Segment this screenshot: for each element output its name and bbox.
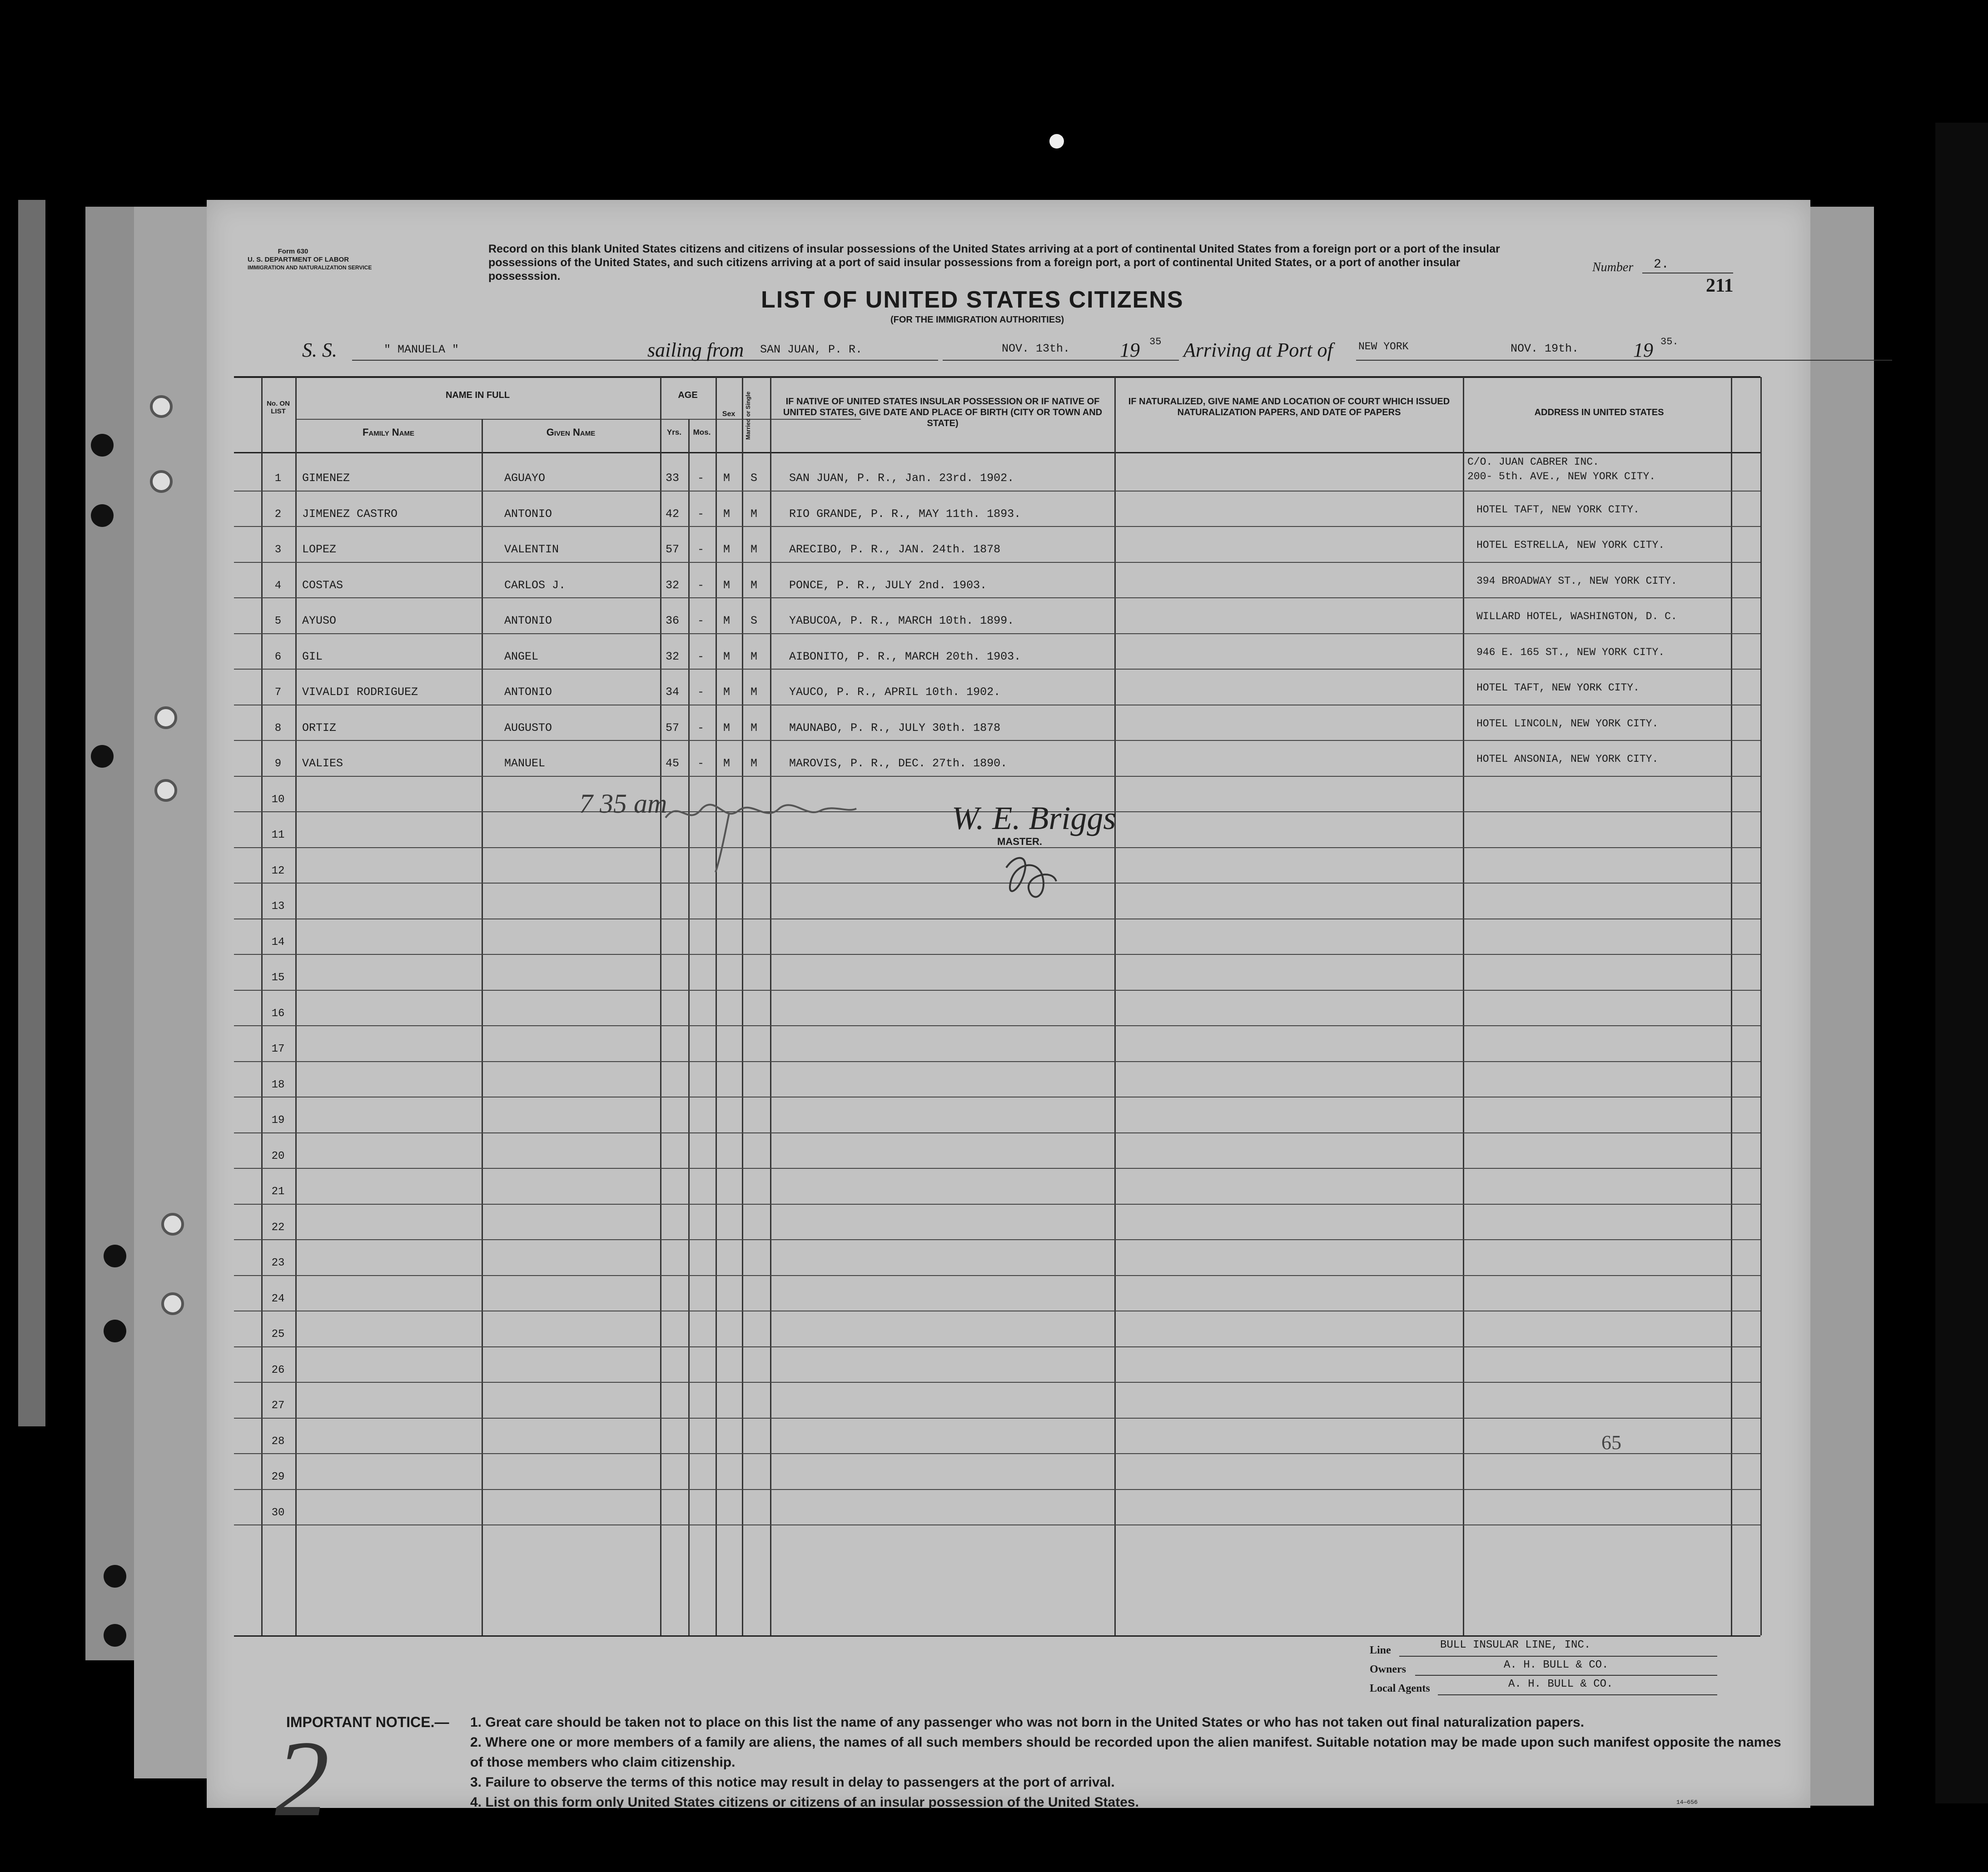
row-number: 26 [271,1364,285,1376]
agents-label: Local Agents [1370,1683,1430,1694]
row-line [234,1418,1760,1419]
sex: M [723,472,731,485]
row-number: 16 [271,1007,285,1020]
birth-place-date: SAN JUAN, P. R., Jan. 23rd. 1902. [789,472,1014,485]
marital-status: M [750,543,758,556]
binder-hole [91,504,114,527]
header-married-single: Married or Single [745,391,751,440]
page-count-note: 65 [1601,1431,1621,1454]
background-strip-left [18,200,45,1426]
us-address: HOTEL TAFT, NEW YORK CITY. [1476,503,1640,516]
binder-hole [150,395,173,418]
age-months: - [697,650,705,663]
family-name: VALIES [302,757,343,770]
given-name: AGUAYO [504,472,546,485]
row-line [234,1453,1760,1454]
departure-date: NOV. 13th. [1002,342,1070,355]
header-no-on-list: No. ON LIST [267,400,290,415]
marital-status: M [750,578,758,592]
us-address: WILLARD HOTEL, WASHINGTON, D. C. [1476,611,1677,622]
given-name: ANTONIO [504,685,552,699]
age-months: - [697,614,705,627]
birth-place-date: YAUCO, P. R., APRIL 10th. 1902. [789,685,1001,699]
row-number: 13 [271,900,285,913]
background-edge-right [1935,123,1988,1803]
row-number: 15 [271,972,285,984]
binder-hole [161,1292,184,1315]
us-address: 946 E. 165 ST., NEW YORK CITY. [1476,646,1665,658]
age-years: 42 [666,507,680,521]
number-label: Number [1592,260,1634,274]
birth-place-date: RIO GRANDE, P. R., MAY 11th. 1893. [789,507,1021,521]
binder-hole [104,1624,126,1647]
given-name: ANTONIO [504,614,552,627]
us-address: 394 BROADWAY ST., NEW YORK CITY. [1476,575,1677,587]
marital-status: S [750,614,758,627]
sex: M [723,543,731,556]
marital-status: M [750,650,758,663]
line-value: BULL INSULAR LINE, INC. [1440,1639,1591,1651]
header-naturalized: IF NATURALIZED, GIVE NAME AND LOCATION OF COURT WHICH ISSUED NATURALIZATION PAPERS, AND DATE OF PAPERS [1128,397,1450,417]
notice-item-2: 2. Where one or more members of a family are aliens, the names of all such members should be recorded upon the alien manifest. Suitable notation may be made upon such manifest opposite the names of those members who claim citizenship. [470,1735,1781,1770]
row-number: 22 [271,1221,285,1234]
row-number: 21 [271,1186,285,1198]
header-sex: Sex [722,410,736,418]
birth-place-date: ARECIBO, P. R., JAN. 24th. 1878 [789,543,1001,556]
row-line [234,990,1760,991]
family-name: GIMENEZ [302,472,350,485]
arriving-label: Arriving at Port of [1183,339,1333,361]
row-line [234,1239,1760,1240]
age-months: - [697,543,705,556]
age-months: - [697,578,705,592]
marital-status: M [750,685,758,699]
age-months: - [697,685,705,699]
family-name: AYUSO [302,614,337,627]
sailing-label: sailing from [647,339,744,361]
master-signature: W. E. Briggs [952,800,1116,836]
header-name-in-full: NAME IN FULL [445,390,510,400]
marital-status: M [750,721,758,735]
age-months: - [697,757,705,770]
row-number: 28 [271,1435,285,1448]
row-number: 24 [271,1292,285,1305]
age-years: 34 [666,685,680,699]
owners-value: A. H. BULL & CO. [1504,1659,1609,1671]
given-name: ANGEL [504,650,539,663]
age-years: 36 [666,614,680,627]
underlying-sheet-edge [134,207,211,1778]
row-number: 2 [274,508,282,521]
row-number: 30 [271,1506,285,1519]
row-number: 23 [271,1257,285,1269]
row-number: 18 [271,1078,285,1091]
form-number: Form 630 [278,248,308,255]
manifest-page [207,200,1810,1839]
row-line [234,597,1760,598]
arrival-year-prefix: 19 [1633,339,1653,361]
age-months: - [697,472,705,485]
row-number: 4 [274,579,282,592]
sex: M [723,614,731,627]
family-name: GIL [302,650,323,663]
row-number: 5 [274,615,282,627]
row-line [234,1275,1760,1276]
row-line [234,1132,1760,1133]
marital-status: M [750,757,758,770]
binder-hole [104,1565,126,1588]
family-name: COSTAS [302,578,343,592]
birth-place-date: YABUCOA, P. R., MARCH 10th. 1899. [789,614,1014,627]
arrival-year: 35. [1660,336,1679,348]
row-number: 25 [271,1328,285,1341]
age-years: 33 [666,472,680,485]
master-label: MASTER. [997,836,1042,847]
binder-hole [150,470,173,493]
row-line [234,1061,1760,1062]
header-age: AGE [678,390,698,400]
binder-hole [91,745,114,768]
notice-item-4: 4. List on this form only United States citizens or citizens of an insular possession of the United States. [470,1795,1139,1810]
binder-hole [154,779,177,802]
age-months: - [697,507,705,521]
given-name: ANTONIO [504,507,552,521]
row-line [234,669,1760,670]
row-line [234,1524,1760,1525]
row-line [234,740,1760,741]
arrival-time-note: 7 35 am [579,789,667,819]
row-line [234,1204,1760,1205]
row-number: 8 [274,722,282,735]
family-name: ORTIZ [302,721,337,735]
row-line [234,954,1760,955]
line-label: Line [1370,1644,1391,1656]
family-name: VIVALDI RODRIGUEZ [302,685,418,699]
binder-hole [104,1245,126,1267]
form-service: IMMIGRATION AND NATURALIZATION SERVICE [248,264,372,271]
sex: M [723,757,731,770]
notice-item-3: 3. Failure to observe the terms of this notice may result in delay to passengers at the port of arrival. [470,1775,1115,1790]
agents-value: A. H. BULL & CO. [1508,1678,1613,1690]
underlying-sheet [85,207,140,1660]
binder-hole [91,434,114,457]
birth-place-date: AIBONITO, P. R., MARCH 20th. 1903. [789,650,1021,663]
us-address: HOTEL TAFT, NEW YORK CITY. [1476,682,1640,694]
header-address: ADDRESS IN UNITED STATES [1534,407,1664,417]
row-number: 20 [271,1150,285,1162]
sheet-number: 211 [1706,275,1734,296]
row-number: 29 [271,1471,285,1483]
row-line [234,526,1760,527]
page-subtitle: (FOR THE IMMIGRATION AUTHORITIES) [890,315,1064,325]
row-number: 1 [274,472,282,485]
birth-place-date: MAUNABO, P. R., JULY 30th. 1878 [789,721,1001,735]
binder-hole [161,1213,184,1236]
row-number: 27 [271,1400,285,1412]
page-title: LIST OF UNITED STATES CITIZENS [761,287,1184,313]
us-address: HOTEL ESTRELLA, NEW YORK CITY. [1476,539,1665,551]
us-address: HOTEL ANSONIA, NEW YORK CITY. [1476,753,1659,765]
row-line [234,1025,1760,1026]
arrival-date: NOV. 19th. [1511,342,1579,355]
marital-status: S [750,472,758,485]
row-number: 7 [274,686,282,699]
inspector-scrawl [661,790,865,877]
arrival-port: NEW YORK [1358,341,1409,353]
row-line [234,1489,1760,1490]
departure-port: SAN JUAN, P. R. [760,343,863,356]
sex: M [723,507,731,521]
number-value: 2. [1654,258,1669,272]
given-name: VALENTIN [504,543,559,556]
sex: M [723,685,731,699]
age-years: 32 [666,650,680,663]
ss-label: S. S. [302,339,337,361]
us-address: C/O. JUAN CABRER INC. [1467,456,1599,468]
header-mos: Mos. [693,428,711,437]
header-family-name: Family Name [362,427,415,438]
age-years: 32 [666,578,680,592]
row-line [234,1382,1760,1383]
header-yrs: Yrs. [666,428,682,437]
row-line [234,776,1760,777]
departure-year-prefix: 19 [1120,339,1140,361]
handwritten-mark: 2 [275,1718,329,1839]
notice-item-1: 1. Great care should be taken not to place on this list the name of any passenger who was not born in the United States or who has not taken out final naturalization papers. [470,1715,1585,1730]
us-address: HOTEL LINCOLN, NEW YORK CITY. [1476,717,1659,730]
row-line [234,633,1760,634]
binder-hole [104,1320,126,1342]
row-number: 12 [271,864,285,877]
departure-year: 35 [1149,336,1162,348]
print-code: 14—656 [1676,1799,1698,1806]
form-department: U. S. DEPARTMENT OF LABOR [248,256,349,263]
header-birth: IF NATIVE OF UNITED STATES INSULAR POSSESSION OR IF NATIVE OF UNITED STATES, GIVE DATE AND PLACE OF BIRTH (CITY OR TOWN AND STATE) [783,397,1103,428]
binder-hole [154,706,177,729]
sex: M [723,721,731,735]
punch-hole-top [1049,134,1064,149]
given-name: CARLOS J. [504,578,566,592]
header-given-name: Given Name [546,427,596,438]
row-number: 9 [274,758,282,770]
sex: M [723,650,731,663]
marital-status: M [750,507,758,521]
given-name: AUGUSTO [504,721,552,735]
birth-place-date: PONCE, P. R., JULY 2nd. 1903. [789,578,987,592]
row-number: 10 [271,793,285,806]
notice-heading: IMPORTANT NOTICE.— [286,1714,449,1730]
row-line [234,491,1760,492]
row-line [234,562,1760,563]
row-line [234,1168,1760,1169]
row-number: 6 [274,650,282,663]
family-name: LOPEZ [302,543,337,556]
row-number: 19 [271,1114,285,1127]
row-line [234,1346,1760,1347]
birth-place-date: MAROVIS, P. R., DEC. 27th. 1890. [789,757,1008,770]
initials-mark [997,849,1065,909]
given-name: MANUEL [504,757,546,770]
row-number: 11 [271,829,285,841]
row-number: 17 [271,1043,285,1055]
age-years: 57 [666,721,680,735]
row-number: 3 [274,544,282,556]
owners-label: Owners [1370,1663,1406,1675]
age-years: 45 [666,757,680,770]
ship-name: " MANUELA " [384,343,459,356]
us-address-line2: 200- 5th. AVE., NEW YORK CITY. [1467,471,1656,482]
age-years: 57 [666,543,680,556]
sex: M [723,578,731,592]
family-name: JIMENEZ CASTRO [302,507,398,521]
age-months: - [697,721,705,735]
row-number: 14 [271,936,285,948]
preamble-text: Record on this blank United States citizens and citizens of insular possessions of the United States arriving at a port of continental United States from a foreign port or a port of the insular possessions of the United States, and such citizens arriving at a port of said insular possessions from a foreign port, a port of continental United States, or a port of another insular possesssion. [488,243,1500,283]
